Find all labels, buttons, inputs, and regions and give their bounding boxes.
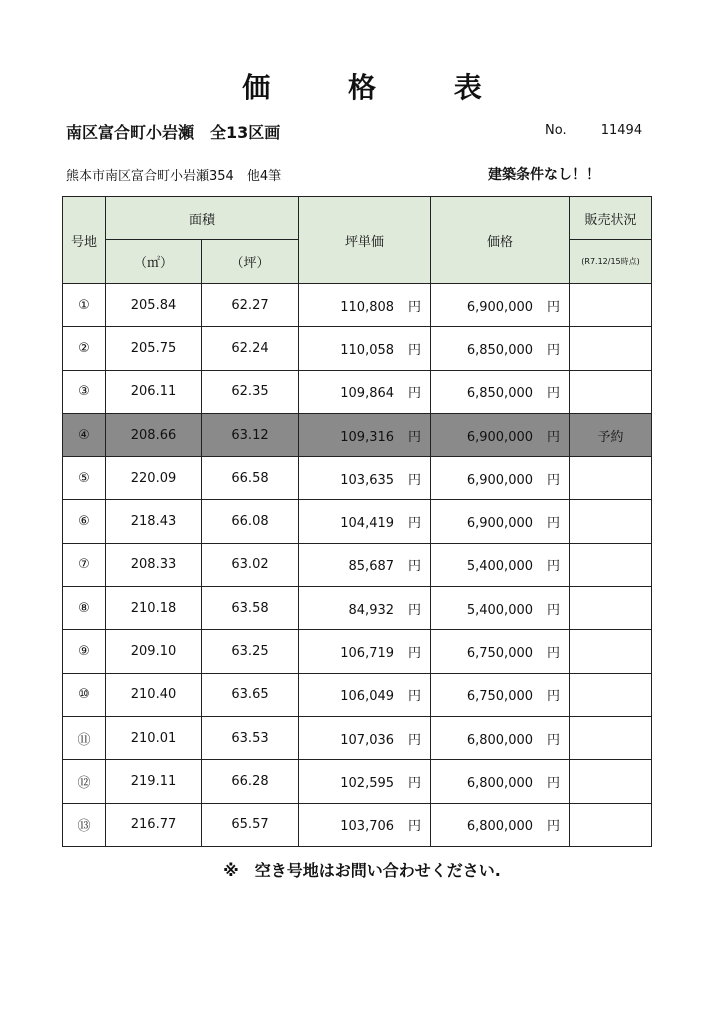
status-cell	[570, 760, 652, 803]
area-sqm-cell: 208.66	[106, 413, 202, 456]
price-value: 6,800,000	[466, 819, 534, 835]
table-row	[63, 500, 652, 543]
yen-unit: 円	[408, 429, 422, 445]
yen-unit: 円	[408, 732, 422, 748]
area-sqm-cell: 210.40	[106, 673, 202, 716]
area-tsubo-cell: 62.27	[202, 284, 299, 327]
area-sqm-cell: 220.09	[106, 457, 202, 500]
area-sqm-cell: 209.10	[106, 630, 202, 673]
price-value: 6,900,000	[466, 299, 534, 315]
price-cell	[431, 543, 570, 586]
yen-unit: 円	[408, 299, 422, 315]
price-value: 6,900,000	[466, 516, 534, 532]
price-cell	[431, 716, 570, 759]
price-value: 6,800,000	[466, 775, 534, 791]
unit-price-value: 104,419	[340, 516, 395, 532]
table-row	[63, 457, 652, 500]
area-tsubo-cell: 63.25	[202, 630, 299, 673]
price-cell	[431, 284, 570, 327]
yen-unit: 円	[547, 299, 561, 315]
price-cell	[431, 327, 570, 370]
unit-price-value: 107,036	[340, 732, 395, 748]
area-tsubo-cell: 65.57	[202, 803, 299, 846]
header-unit-price: 坪単価	[299, 197, 431, 284]
unit-price-value: 110,808	[340, 299, 395, 315]
area-sqm-cell: 205.84	[106, 284, 202, 327]
price-cell	[431, 803, 570, 846]
unit-price-value: 106,719	[340, 646, 395, 662]
table-row	[63, 543, 652, 586]
yen-unit: 円	[408, 689, 422, 705]
area-tsubo-cell: 63.02	[202, 543, 299, 586]
price-cell	[431, 457, 570, 500]
lot-number-cell: ③	[63, 370, 106, 413]
lot-number-cell: ⑩	[63, 673, 106, 716]
property-address: 熊本市南区富合町小岩瀬354 他4筆	[66, 169, 282, 184]
status-cell	[570, 327, 652, 370]
price-value: 6,850,000	[466, 386, 534, 402]
price-cell	[431, 413, 570, 456]
header-sqm: （㎡）	[106, 240, 202, 284]
table-row	[63, 630, 652, 673]
table-row	[63, 716, 652, 759]
document-number-value: 11494	[600, 123, 643, 138]
price-value: 6,900,000	[466, 429, 534, 445]
price-value: 6,800,000	[466, 732, 534, 748]
yen-unit: 円	[408, 819, 422, 835]
status-cell	[570, 587, 652, 630]
status-cell	[570, 500, 652, 543]
status-cell	[570, 673, 652, 716]
lot-number-cell: ⑬	[63, 803, 106, 846]
unit-price-cell	[299, 327, 431, 370]
header-status: 販売状況	[570, 197, 652, 240]
unit-price-cell	[299, 500, 431, 543]
price-value: 5,400,000	[466, 602, 534, 618]
table-row	[63, 413, 652, 456]
yen-unit: 円	[547, 602, 561, 618]
status-cell	[570, 284, 652, 327]
header-lot: 号地	[63, 197, 106, 284]
area-tsubo-cell: 66.28	[202, 760, 299, 803]
area-tsubo-cell: 62.24	[202, 327, 299, 370]
unit-price-value: 103,706	[340, 819, 395, 835]
lot-number-cell: ①	[63, 284, 106, 327]
price-value: 5,400,000	[466, 559, 534, 575]
lot-number-cell: ④	[63, 413, 106, 456]
unit-price-value: 110,058	[340, 342, 395, 358]
unit-price-cell	[299, 587, 431, 630]
unit-price-cell	[299, 543, 431, 586]
price-value: 6,850,000	[466, 342, 534, 358]
area-sqm-cell: 216.77	[106, 803, 202, 846]
yen-unit: 円	[547, 689, 561, 705]
document-number-label: No.	[545, 123, 567, 138]
status-cell	[570, 630, 652, 673]
status-cell	[570, 803, 652, 846]
lot-number-cell: ⑪	[63, 716, 106, 759]
unit-price-cell	[299, 716, 431, 759]
unit-price-value: 106,049	[340, 689, 395, 705]
yen-unit: 円	[408, 386, 422, 402]
area-tsubo-cell: 63.53	[202, 716, 299, 759]
table-row	[63, 327, 652, 370]
area-sqm-cell: 205.75	[106, 327, 202, 370]
table-row	[63, 673, 652, 716]
table-row	[63, 284, 652, 327]
area-sqm-cell: 219.11	[106, 760, 202, 803]
unit-price-cell	[299, 370, 431, 413]
area-sqm-cell: 218.43	[106, 500, 202, 543]
area-tsubo-cell: 62.35	[202, 370, 299, 413]
yen-unit: 円	[547, 819, 561, 835]
header-area: 面積	[106, 197, 299, 240]
table-row	[63, 370, 652, 413]
yen-unit: 円	[547, 559, 561, 575]
unit-price-cell	[299, 673, 431, 716]
area-sqm-cell: 206.11	[106, 370, 202, 413]
yen-unit: 円	[547, 342, 561, 358]
unit-price-cell	[299, 630, 431, 673]
yen-unit: 円	[408, 646, 422, 662]
header-status-date: (R7.12/15時点)	[570, 240, 652, 284]
unit-price-value: 103,635	[340, 472, 395, 488]
unit-price-value: 84,932	[348, 602, 395, 618]
price-cell	[431, 370, 570, 413]
unit-price-cell	[299, 284, 431, 327]
page-title: 価 格 表	[242, 71, 516, 104]
footer-note: ※ 空き号地はお問い合わせください.	[223, 861, 501, 880]
area-tsubo-cell: 63.65	[202, 673, 299, 716]
unit-price-value: 109,316	[340, 429, 395, 445]
document-number	[545, 123, 642, 138]
status-cell	[570, 457, 652, 500]
lot-number-cell: ⑫	[63, 760, 106, 803]
lot-number-cell: ⑨	[63, 630, 106, 673]
price-value: 6,750,000	[466, 689, 534, 705]
lot-number-cell: ⑤	[63, 457, 106, 500]
lot-number-cell: ②	[63, 327, 106, 370]
header-tsubo: （坪）	[202, 240, 299, 284]
header-price: 価格	[431, 197, 570, 284]
property-subtitle: 南区富合町小岩瀬 全13区画	[66, 123, 281, 142]
unit-price-cell	[299, 413, 431, 456]
unit-price-value: 85,687	[348, 559, 395, 575]
area-tsubo-cell: 63.12	[202, 413, 299, 456]
area-tsubo-cell: 66.08	[202, 500, 299, 543]
building-condition-note: 建築条件なし！！	[488, 167, 600, 183]
yen-unit: 円	[547, 429, 561, 445]
price-cell	[431, 500, 570, 543]
yen-unit: 円	[408, 472, 422, 488]
status-cell	[570, 716, 652, 759]
unit-price-value: 102,595	[340, 775, 395, 791]
price-cell	[431, 587, 570, 630]
area-tsubo-cell: 66.58	[202, 457, 299, 500]
price-value: 6,750,000	[466, 646, 534, 662]
area-sqm-cell: 210.18	[106, 587, 202, 630]
yen-unit: 円	[408, 516, 422, 532]
price-cell	[431, 630, 570, 673]
yen-unit: 円	[547, 775, 561, 791]
price-cell	[431, 673, 570, 716]
status-cell	[570, 543, 652, 586]
price-cell	[431, 760, 570, 803]
yen-unit: 円	[547, 386, 561, 402]
yen-unit: 円	[547, 646, 561, 662]
table-row	[63, 760, 652, 803]
yen-unit: 円	[547, 732, 561, 748]
unit-price-cell	[299, 803, 431, 846]
yen-unit: 円	[408, 342, 422, 358]
lot-number-cell: ⑥	[63, 500, 106, 543]
status-cell	[570, 370, 652, 413]
unit-price-value: 109,864	[340, 386, 395, 402]
yen-unit: 円	[547, 516, 561, 532]
area-tsubo-cell: 63.58	[202, 587, 299, 630]
lot-number-cell: ⑧	[63, 587, 106, 630]
yen-unit: 円	[408, 602, 422, 618]
area-sqm-cell: 210.01	[106, 716, 202, 759]
yen-unit: 円	[408, 775, 422, 791]
status-cell: 予約	[570, 413, 652, 456]
unit-price-cell	[299, 760, 431, 803]
yen-unit: 円	[547, 472, 561, 488]
lot-number-cell: ⑦	[63, 543, 106, 586]
unit-price-cell	[299, 457, 431, 500]
price-table	[62, 196, 652, 847]
area-sqm-cell: 208.33	[106, 543, 202, 586]
table-row	[63, 587, 652, 630]
table-row	[63, 803, 652, 846]
price-value: 6,900,000	[466, 472, 534, 488]
yen-unit: 円	[408, 559, 422, 575]
